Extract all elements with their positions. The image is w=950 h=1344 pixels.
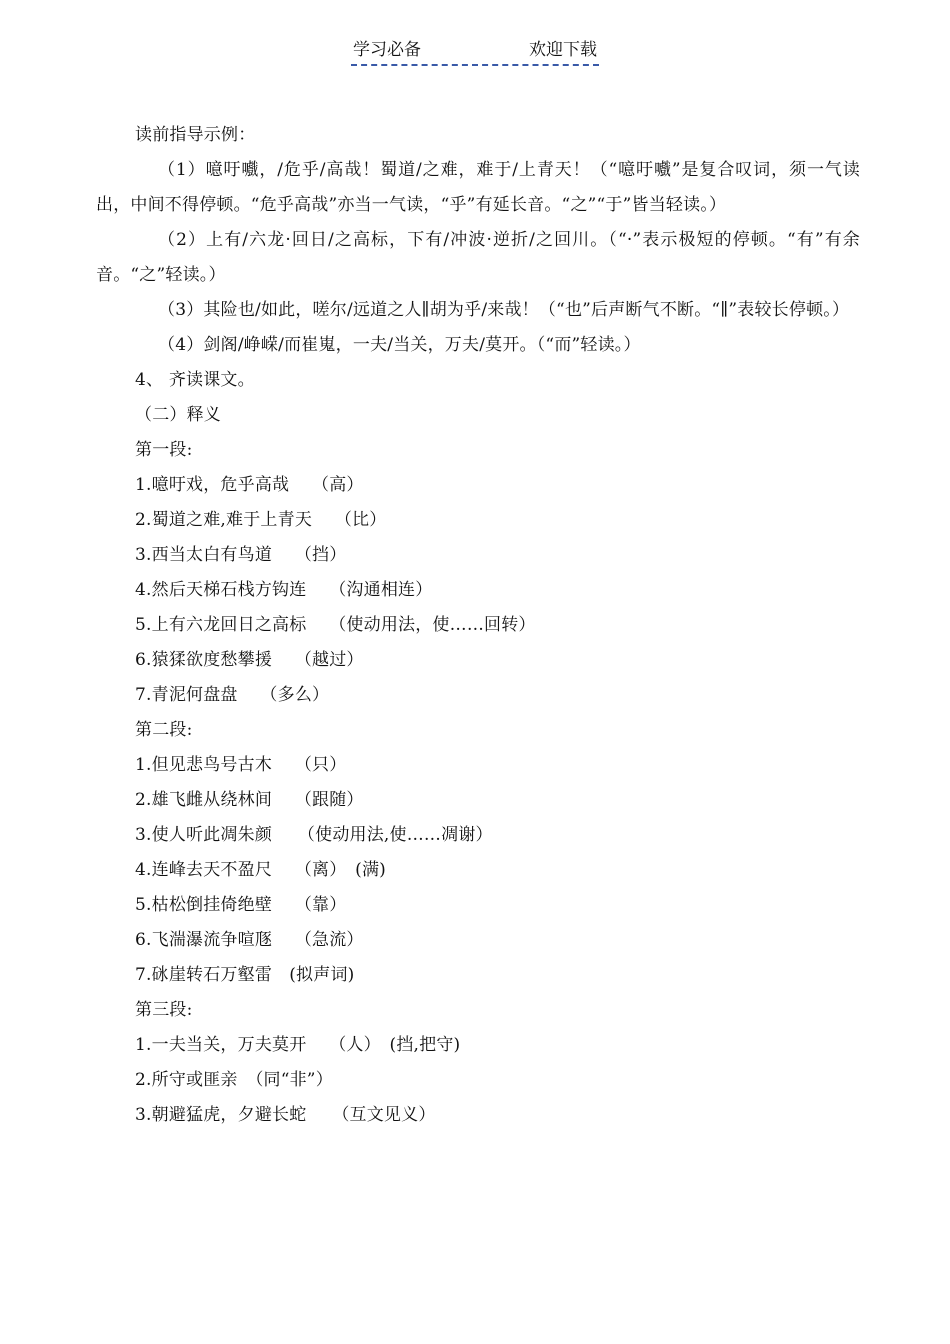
paragraph-2-title: 第二段: <box>135 720 193 740</box>
reading-example-3: （3）其险也/如此，嗟尔/远道之人∥胡为乎/来哉！（“也”后声断气不断。“∥”表较长停顿。） <box>158 300 850 320</box>
list-item: 2.蜀道之难,难于上青天 （比） <box>135 510 387 530</box>
list-item: 2.雄飞雌从绕林间 （跟随） <box>135 790 364 810</box>
reading-example-1: （1）噫吁嚱，/危乎/高哉！蜀道/之难，难于/上青天！（“噫吁嚱”是复合叹词，须一气读出，中间不得停顿。“危乎高哉”亦当一气读，“乎”有延长音。“之”“于”皆当轻读。） <box>96 160 860 215</box>
page-header <box>0 36 950 66</box>
header-left-text: 学习必备 <box>352 40 421 60</box>
list-item: 6.猿猱欲度愁攀援 （越过） <box>135 650 364 670</box>
guide-title: 读前指导示例： <box>135 125 256 145</box>
step-4: 4、 齐读课文。 <box>135 370 255 390</box>
list-item: 7.砯崖转石万壑雷 (拟声词) <box>135 965 355 985</box>
paragraph-1-title: 第一段: <box>135 440 193 460</box>
list-item: 1.一夫当关，万夫莫开 （人） (挡,把守) <box>135 1035 461 1055</box>
list-item: 3.使人听此凋朱颜 （使动用法,使……凋谢） <box>135 825 493 845</box>
list-item: 1.但见悲鸟号古木 （只） <box>135 755 347 775</box>
section-2-title: （二）释义 <box>135 405 221 425</box>
document-body <box>96 118 860 1133</box>
list-item: 7.青泥何盘盘 （多么） <box>135 685 330 705</box>
list-item: 5.上有六龙回日之高标 （使动用法，使……回转） <box>135 615 536 635</box>
list-item: 2.所守或匪亲 （同“非”） <box>135 1070 333 1090</box>
paragraph-3-title: 第三段: <box>135 1000 193 1020</box>
list-item: 4.连峰去天不盈尺 （离） (满) <box>135 860 386 880</box>
list-item: 3.西当太白有鸟道 （挡） <box>135 545 347 565</box>
list-item: 6.飞湍瀑流争喧豗 （急流） <box>135 930 364 950</box>
list-item: 4.然后天梯石栈方钩连 （沟通相连） <box>135 580 433 600</box>
header-right-text: 欢迎下载 <box>529 40 598 60</box>
list-item: 3.朝避猛虎，夕避长蛇 （互文见义） <box>135 1105 436 1125</box>
reading-example-2: （2）上有/六龙·回日/之高标，下有/冲波·逆折/之回川。（“·”表示极短的停顿。“有”有余音。“之”轻读。） <box>96 230 860 285</box>
reading-example-4: （4）剑阁/峥嵘/而崔嵬，一夫/当关，万夫/莫开。（“而”轻读。） <box>158 335 641 355</box>
header-line <box>351 36 599 66</box>
list-item: 5.枯松倒挂倚绝壁 （靠） <box>135 895 347 915</box>
list-item: 1.噫吁戏，危乎高哉 （高） <box>135 475 364 495</box>
